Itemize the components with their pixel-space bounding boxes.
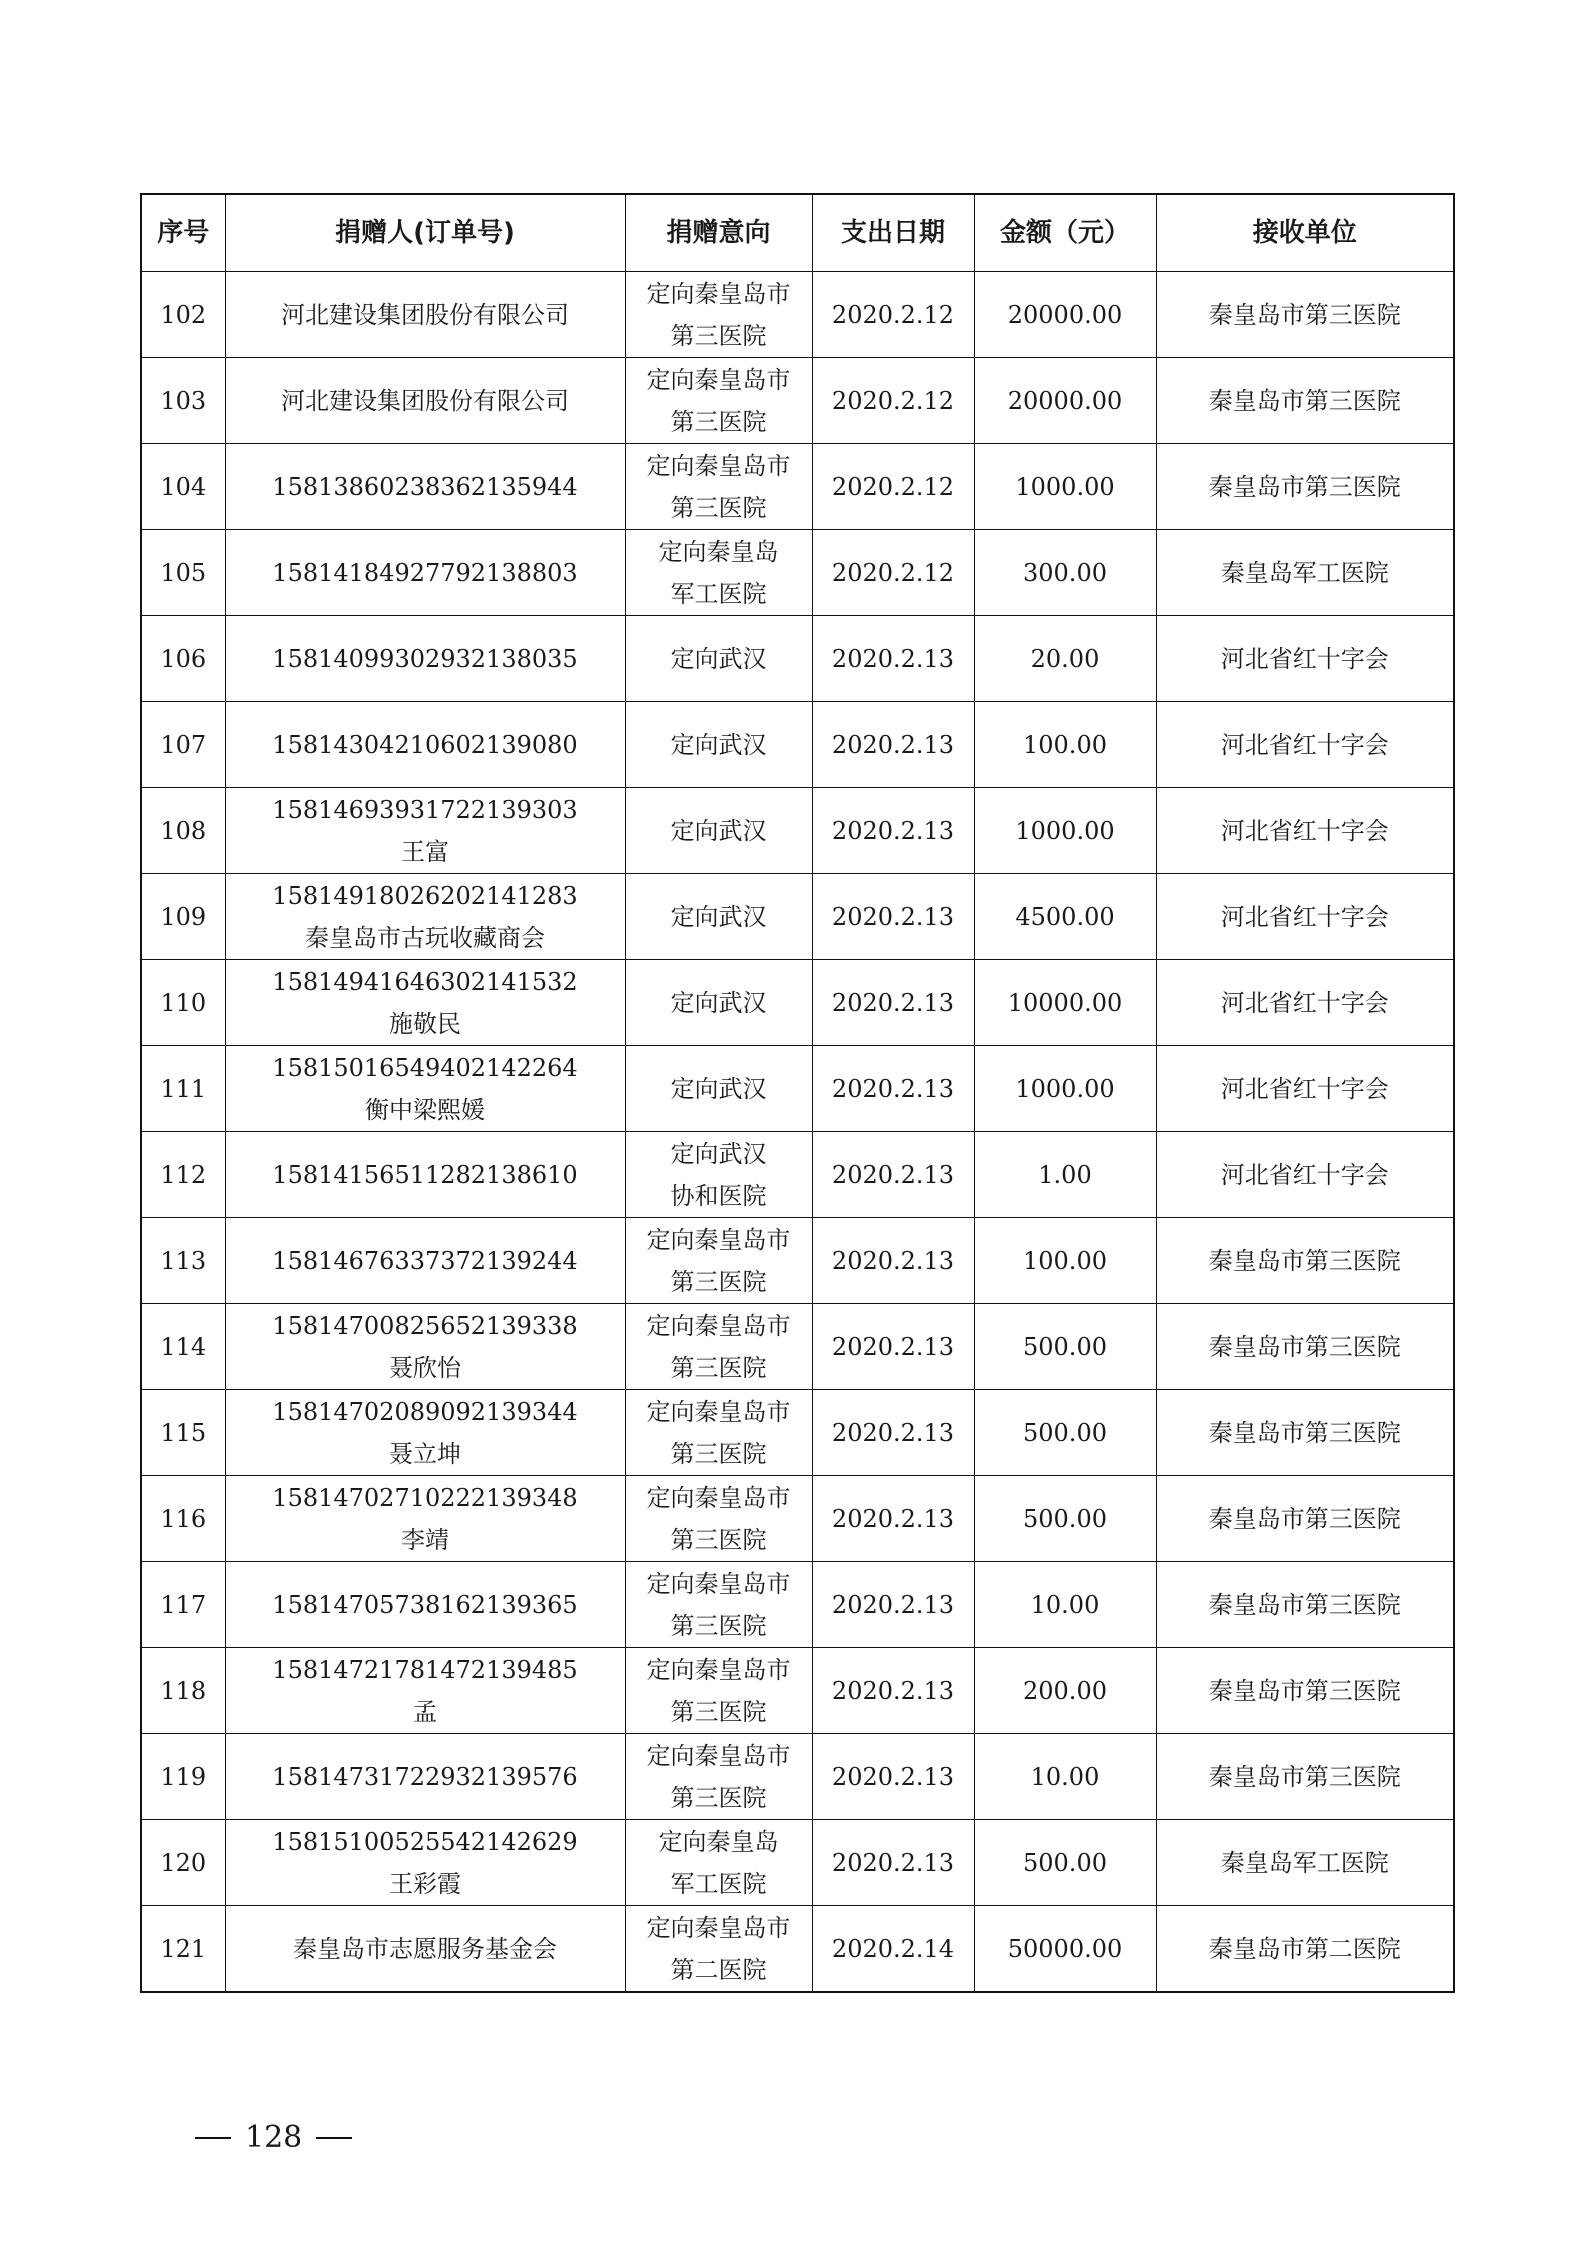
cell-seq — [141, 1476, 225, 1562]
cell-recipient — [1156, 1476, 1454, 1562]
table-row — [141, 960, 1454, 1046]
intent-line-2: 第三医院 — [670, 1353, 767, 1382]
cell-date — [812, 1390, 974, 1476]
header-amount: 金额（元） — [974, 194, 1156, 272]
cell-amount — [974, 1906, 1156, 1993]
intent-line-1: 定向武汉 — [670, 644, 767, 673]
donor-line-2: 王彩霞 — [389, 1869, 461, 1898]
table-row — [141, 444, 1454, 530]
intent-line-2: 军工医院 — [670, 579, 767, 608]
intent-line-1: 定向武汉 — [670, 816, 767, 845]
cell-intent — [625, 1132, 812, 1218]
cell-intent — [625, 1390, 812, 1476]
cell-donor — [225, 874, 625, 960]
cell-seq — [141, 960, 225, 1046]
cell-seq — [141, 788, 225, 874]
cell-amount — [974, 874, 1156, 960]
donor-line-1: 15813860238362135944 — [272, 472, 578, 501]
date-text: 2020.2.12 — [831, 300, 955, 329]
amount-text: 100.00 — [1023, 1246, 1107, 1275]
donor-line-2: 王富 — [401, 837, 449, 866]
cell-seq — [141, 616, 225, 702]
cell-intent — [625, 616, 812, 702]
donor-line-2: 李靖 — [401, 1525, 449, 1554]
header-date: 支出日期 — [812, 194, 974, 272]
amount-text: 1000.00 — [1015, 816, 1115, 845]
donor-line-1: 15814156511282138610 — [272, 1160, 578, 1189]
cell-seq — [141, 1648, 225, 1734]
cell-recipient — [1156, 1304, 1454, 1390]
recipient-text: 秦皇岛军工医院 — [1220, 558, 1389, 587]
cell-amount — [974, 1132, 1156, 1218]
cell-date — [812, 788, 974, 874]
recipient-text: 秦皇岛市第三医院 — [1208, 1762, 1401, 1791]
intent-line-1: 定向秦皇岛 — [658, 1827, 779, 1856]
date-text: 2020.2.13 — [831, 644, 955, 673]
donor-line-1: 15814184927792138803 — [272, 558, 578, 587]
cell-intent — [625, 1218, 812, 1304]
cell-intent — [625, 272, 812, 358]
intent-line-2: 军工医院 — [670, 1869, 767, 1898]
cell-recipient — [1156, 358, 1454, 444]
intent-line-1: 定向秦皇岛市 — [646, 1741, 791, 1770]
cell-amount — [974, 1390, 1156, 1476]
intent-line-2: 第三医院 — [670, 407, 767, 436]
cell-date — [812, 1046, 974, 1132]
cell-seq — [141, 1218, 225, 1304]
cell-recipient — [1156, 1046, 1454, 1132]
cell-date — [812, 1476, 974, 1562]
donor-line-1: 15814721781472139485 — [272, 1655, 578, 1684]
table-header-row — [141, 194, 1454, 272]
cell-date — [812, 530, 974, 616]
intent-line-1: 定向秦皇岛市 — [646, 1397, 791, 1426]
cell-recipient — [1156, 272, 1454, 358]
cell-date — [812, 1218, 974, 1304]
date-text: 2020.2.13 — [831, 1848, 955, 1877]
recipient-text: 秦皇岛市第三医院 — [1208, 1590, 1401, 1619]
intent-line-1: 定向武汉 — [670, 730, 767, 759]
intent-line-1: 定向秦皇岛 — [658, 537, 779, 566]
cell-donor — [225, 1562, 625, 1648]
seq-text: 106 — [160, 644, 207, 673]
donor-line-2: 秦皇岛市古玩收藏商会 — [305, 923, 545, 952]
cell-seq — [141, 1734, 225, 1820]
cell-amount — [974, 1218, 1156, 1304]
recipient-text: 秦皇岛市第三医院 — [1208, 1332, 1401, 1361]
intent-line-1: 定向秦皇岛市 — [646, 1483, 791, 1512]
amount-text: 500.00 — [1023, 1848, 1107, 1877]
cell-amount — [974, 530, 1156, 616]
intent-line-1: 定向武汉 — [670, 1139, 767, 1168]
cell-amount — [974, 1734, 1156, 1820]
date-text: 2020.2.13 — [831, 1332, 955, 1361]
cell-seq — [141, 1132, 225, 1218]
intent-line-1: 定向秦皇岛市 — [646, 451, 791, 480]
cell-amount — [974, 358, 1156, 444]
intent-line-1: 定向秦皇岛市 — [646, 279, 791, 308]
table-row — [141, 788, 1454, 874]
cell-seq — [141, 272, 225, 358]
seq-text: 102 — [160, 300, 207, 329]
intent-line-2: 第三医院 — [670, 493, 767, 522]
cell-amount — [974, 616, 1156, 702]
cell-donor — [225, 1476, 625, 1562]
recipient-text: 秦皇岛市第三医院 — [1208, 386, 1401, 415]
recipient-text: 河北省红十字会 — [1220, 1074, 1389, 1103]
intent-line-2: 第三医院 — [670, 321, 767, 350]
cell-seq — [141, 1562, 225, 1648]
cell-donor — [225, 788, 625, 874]
date-text: 2020.2.13 — [831, 1418, 955, 1447]
cell-date — [812, 1734, 974, 1820]
amount-text: 100.00 — [1023, 730, 1107, 759]
intent-line-2: 第三医院 — [670, 1439, 767, 1468]
date-text: 2020.2.12 — [831, 386, 955, 415]
cell-donor — [225, 1390, 625, 1476]
recipient-text: 河北省红十字会 — [1220, 988, 1389, 1017]
cell-seq — [141, 1820, 225, 1906]
donor-line-1: 秦皇岛市志愿服务基金会 — [293, 1934, 557, 1963]
date-text: 2020.2.13 — [831, 1762, 955, 1791]
donor-line-2: 聂立坤 — [389, 1439, 461, 1468]
table-row — [141, 874, 1454, 960]
donor-line-1: 15814941646302141532 — [272, 967, 578, 996]
amount-text: 4500.00 — [1015, 902, 1115, 931]
cell-seq — [141, 1906, 225, 1993]
date-text: 2020.2.14 — [831, 1934, 955, 1963]
date-text: 2020.2.13 — [831, 816, 955, 845]
cell-donor — [225, 1906, 625, 1993]
cell-recipient — [1156, 874, 1454, 960]
donor-line-1: 15814304210602139080 — [272, 730, 578, 759]
cell-donor — [225, 1132, 625, 1218]
table-row — [141, 1906, 1454, 1993]
recipient-text: 河北省红十字会 — [1220, 816, 1389, 845]
amount-text: 1000.00 — [1015, 1074, 1115, 1103]
seq-text: 120 — [160, 1848, 207, 1877]
recipient-text: 河北省红十字会 — [1220, 902, 1389, 931]
amount-text: 20000.00 — [1007, 300, 1123, 329]
seq-text: 108 — [160, 816, 207, 845]
cell-intent — [625, 874, 812, 960]
table-body — [141, 272, 1454, 1993]
table-row — [141, 358, 1454, 444]
cell-donor — [225, 444, 625, 530]
donor-line-1: 15814918026202141283 — [272, 881, 578, 910]
cell-seq — [141, 530, 225, 616]
cell-donor — [225, 616, 625, 702]
recipient-text: 秦皇岛市第二医院 — [1208, 1934, 1401, 1963]
cell-date — [812, 358, 974, 444]
cell-date — [812, 272, 974, 358]
seq-text: 110 — [160, 988, 207, 1017]
table-row — [141, 1304, 1454, 1390]
cell-intent — [625, 1304, 812, 1390]
header-seq: 序号 — [141, 194, 225, 272]
cell-donor — [225, 1734, 625, 1820]
table-row — [141, 1218, 1454, 1304]
date-text: 2020.2.13 — [831, 1246, 955, 1275]
recipient-text: 秦皇岛军工医院 — [1220, 1848, 1389, 1877]
table-row — [141, 1562, 1454, 1648]
donor-line-1: 15814700825652139338 — [272, 1311, 578, 1340]
amount-text: 20000.00 — [1007, 386, 1123, 415]
date-text: 2020.2.13 — [831, 1590, 955, 1619]
amount-text: 20.00 — [1030, 644, 1100, 673]
cell-intent — [625, 702, 812, 788]
recipient-text: 秦皇岛市第三医院 — [1208, 1246, 1401, 1275]
cell-amount — [974, 1648, 1156, 1734]
cell-amount — [974, 272, 1156, 358]
table-row — [141, 530, 1454, 616]
cell-intent — [625, 1648, 812, 1734]
seq-text: 118 — [160, 1676, 207, 1705]
donor-line-1: 15814676337372139244 — [272, 1246, 578, 1275]
cell-seq — [141, 358, 225, 444]
seq-text: 117 — [160, 1590, 207, 1619]
cell-donor — [225, 272, 625, 358]
date-text: 2020.2.12 — [831, 472, 955, 501]
date-text: 2020.2.12 — [831, 558, 955, 587]
intent-line-2: 第三医院 — [670, 1783, 767, 1812]
cell-donor — [225, 1304, 625, 1390]
intent-line-2: 第三医院 — [670, 1267, 767, 1296]
cell-intent — [625, 1734, 812, 1820]
cell-donor — [225, 1820, 625, 1906]
intent-line-1: 定向秦皇岛市 — [646, 1311, 791, 1340]
amount-text: 1.00 — [1038, 1160, 1092, 1189]
amount-text: 300.00 — [1023, 558, 1107, 587]
intent-line-2: 第三医院 — [670, 1611, 767, 1640]
seq-text: 105 — [160, 558, 207, 587]
table-row — [141, 272, 1454, 358]
cell-donor — [225, 1648, 625, 1734]
cell-date — [812, 1820, 974, 1906]
intent-line-1: 定向秦皇岛市 — [646, 1569, 791, 1598]
header-intent: 捐赠意向 — [625, 194, 812, 272]
cell-date — [812, 1304, 974, 1390]
cell-date — [812, 960, 974, 1046]
table-row — [141, 1648, 1454, 1734]
cell-date — [812, 1562, 974, 1648]
intent-line-2: 第三医院 — [670, 1525, 767, 1554]
cell-date — [812, 1132, 974, 1218]
recipient-text: 河北省红十字会 — [1220, 644, 1389, 673]
donor-line-1: 15814705738162139365 — [272, 1590, 578, 1619]
seq-text: 111 — [160, 1074, 207, 1103]
donor-line-2: 聂欣怡 — [389, 1353, 461, 1382]
cell-amount — [974, 960, 1156, 1046]
seq-text: 116 — [160, 1504, 207, 1533]
cell-date — [812, 874, 974, 960]
cell-donor — [225, 530, 625, 616]
cell-amount — [974, 1476, 1156, 1562]
cell-amount — [974, 1304, 1156, 1390]
table-row — [141, 1132, 1454, 1218]
table-row — [141, 1046, 1454, 1132]
cell-seq — [141, 702, 225, 788]
cell-amount — [974, 702, 1156, 788]
amount-text: 1000.00 — [1015, 472, 1115, 501]
table-row — [141, 1476, 1454, 1562]
recipient-text: 秦皇岛市第三医院 — [1208, 1676, 1401, 1705]
donor-line-1: 河北建设集团股份有限公司 — [281, 300, 569, 329]
cell-intent — [625, 358, 812, 444]
cell-recipient — [1156, 1734, 1454, 1820]
intent-line-1: 定向秦皇岛市 — [646, 1913, 791, 1942]
donor-line-2: 施敬民 — [389, 1009, 461, 1038]
cell-seq — [141, 1390, 225, 1476]
donor-line-1: 15814702089092139344 — [272, 1397, 578, 1426]
donor-line-1: 15815016549402142264 — [272, 1053, 578, 1082]
cell-recipient — [1156, 1648, 1454, 1734]
donor-line-2: 孟 — [413, 1697, 437, 1726]
cell-donor — [225, 1046, 625, 1132]
amount-text: 500.00 — [1023, 1332, 1107, 1361]
cell-amount — [974, 788, 1156, 874]
cell-date — [812, 616, 974, 702]
cell-date — [812, 1648, 974, 1734]
table-row — [141, 616, 1454, 702]
table-row — [141, 1734, 1454, 1820]
cell-intent — [625, 1046, 812, 1132]
amount-text: 10.00 — [1030, 1762, 1100, 1791]
cell-intent — [625, 1820, 812, 1906]
intent-line-1: 定向武汉 — [670, 902, 767, 931]
seq-text: 104 — [160, 472, 207, 501]
amount-text: 50000.00 — [1007, 1934, 1123, 1963]
intent-line-2: 第三医院 — [670, 1697, 767, 1726]
seq-text: 113 — [160, 1246, 207, 1275]
intent-line-2: 第二医院 — [670, 1955, 767, 1984]
seq-text: 109 — [160, 902, 207, 931]
cell-seq — [141, 444, 225, 530]
amount-text: 10.00 — [1030, 1590, 1100, 1619]
cell-intent — [625, 530, 812, 616]
intent-line-2: 协和医院 — [670, 1181, 767, 1210]
recipient-text: 河北省红十字会 — [1220, 730, 1389, 759]
cell-intent — [625, 788, 812, 874]
footer-dash-left — [195, 2137, 231, 2139]
cell-amount — [974, 1046, 1156, 1132]
seq-text: 119 — [160, 1762, 207, 1791]
cell-intent — [625, 1476, 812, 1562]
cell-date — [812, 702, 974, 788]
seq-text: 107 — [160, 730, 207, 759]
date-text: 2020.2.13 — [831, 1676, 955, 1705]
recipient-text: 秦皇岛市第三医院 — [1208, 472, 1401, 501]
date-text: 2020.2.13 — [831, 1504, 955, 1533]
cell-recipient — [1156, 616, 1454, 702]
recipient-text: 秦皇岛市第三医院 — [1208, 300, 1401, 329]
cell-donor — [225, 702, 625, 788]
table-row — [141, 1820, 1454, 1906]
cell-seq — [141, 1046, 225, 1132]
cell-recipient — [1156, 1218, 1454, 1304]
donation-table — [140, 193, 1455, 1993]
intent-line-1: 定向秦皇岛市 — [646, 365, 791, 394]
donor-line-1: 15815100525542142629 — [272, 1827, 578, 1856]
cell-donor — [225, 358, 625, 444]
cell-date — [812, 444, 974, 530]
date-text: 2020.2.13 — [831, 902, 955, 931]
date-text: 2020.2.13 — [831, 988, 955, 1017]
cell-date — [812, 1906, 974, 1993]
cell-donor — [225, 1218, 625, 1304]
cell-recipient — [1156, 1906, 1454, 1993]
donor-line-1: 15814702710222139348 — [272, 1483, 578, 1512]
intent-line-1: 定向武汉 — [670, 988, 767, 1017]
recipient-text: 河北省红十字会 — [1220, 1160, 1389, 1189]
cell-donor — [225, 960, 625, 1046]
cell-amount — [974, 1820, 1156, 1906]
cell-amount — [974, 444, 1156, 530]
date-text: 2020.2.13 — [831, 1160, 955, 1189]
intent-line-1: 定向秦皇岛市 — [646, 1225, 791, 1254]
amount-text: 200.00 — [1023, 1676, 1107, 1705]
seq-text: 103 — [160, 386, 207, 415]
seq-text: 121 — [160, 1934, 207, 1963]
cell-recipient — [1156, 444, 1454, 530]
header-recipient: 接收单位 — [1156, 194, 1454, 272]
cell-recipient — [1156, 1390, 1454, 1476]
header-donor: 捐赠人(订单号) — [225, 194, 625, 272]
cell-seq — [141, 874, 225, 960]
cell-intent — [625, 1562, 812, 1648]
page-footer — [195, 2120, 352, 2155]
donor-line-2: 衡中梁熙媛 — [365, 1095, 485, 1124]
table-row — [141, 702, 1454, 788]
recipient-text: 秦皇岛市第三医院 — [1208, 1504, 1401, 1533]
amount-text: 500.00 — [1023, 1504, 1107, 1533]
date-text: 2020.2.13 — [831, 730, 955, 759]
seq-text: 114 — [160, 1332, 207, 1361]
amount-text: 500.00 — [1023, 1418, 1107, 1447]
donor-line-1: 河北建设集团股份有限公司 — [281, 386, 569, 415]
cell-seq — [141, 1304, 225, 1390]
cell-recipient — [1156, 1132, 1454, 1218]
donor-line-1: 15814693931722139303 — [272, 795, 578, 824]
cell-recipient — [1156, 702, 1454, 788]
cell-recipient — [1156, 530, 1454, 616]
amount-text: 10000.00 — [1007, 988, 1123, 1017]
recipient-text: 秦皇岛市第三医院 — [1208, 1418, 1401, 1447]
cell-intent — [625, 960, 812, 1046]
intent-line-1: 定向武汉 — [670, 1074, 767, 1103]
donor-line-1: 15814731722932139576 — [272, 1762, 578, 1791]
cell-recipient — [1156, 1820, 1454, 1906]
table-row — [141, 1390, 1454, 1476]
date-text: 2020.2.13 — [831, 1074, 955, 1103]
seq-text: 115 — [160, 1418, 207, 1447]
seq-text: 112 — [160, 1160, 207, 1189]
page-number: 128 — [245, 2120, 303, 2155]
cell-recipient — [1156, 960, 1454, 1046]
intent-line-1: 定向秦皇岛市 — [646, 1655, 791, 1684]
footer-dash-right — [316, 2137, 352, 2139]
donor-line-1: 15814099302932138035 — [272, 644, 578, 673]
cell-recipient — [1156, 1562, 1454, 1648]
cell-intent — [625, 444, 812, 530]
cell-recipient — [1156, 788, 1454, 874]
cell-amount — [974, 1562, 1156, 1648]
cell-intent — [625, 1906, 812, 1993]
